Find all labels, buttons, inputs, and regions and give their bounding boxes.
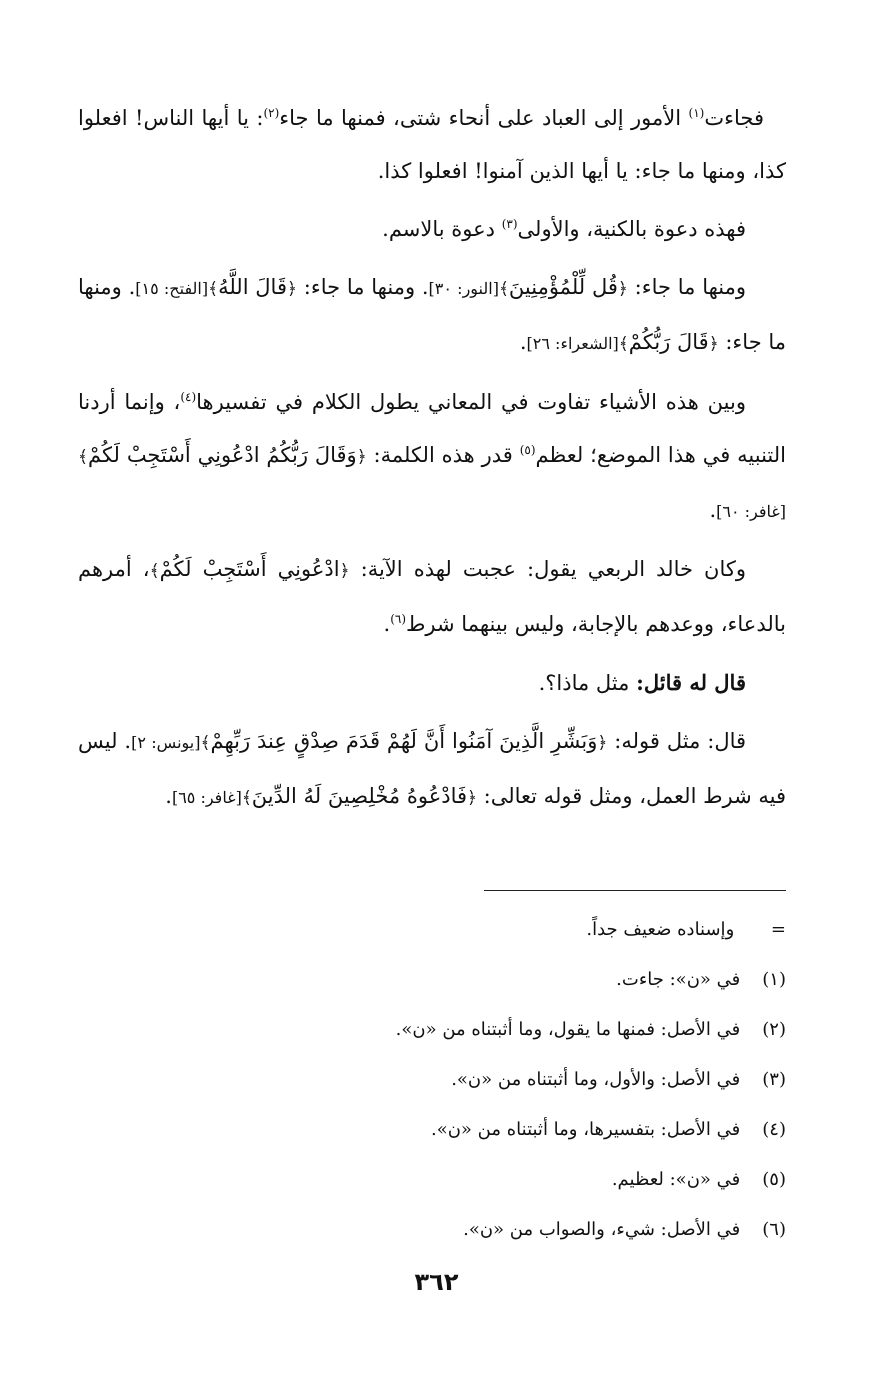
paragraph-6 [78,656,786,710]
quran-verse: قُل لِّلْمُؤْمِنِينَ [508,275,618,299]
page-number: ٣٦٢ [414,1268,459,1296]
footnote-marker[interactable]: (١) [688,106,705,120]
ornate-bracket-open: ﴿ [467,788,477,808]
text: . [383,612,391,636]
verse-reference: [غافر: ٦٠] [716,502,786,521]
footnote-text: في «ن»: لعظيم. [611,1169,741,1190]
ornate-bracket-close: ﴾ [149,561,160,581]
footnote-text: في «ن»: جاءت. [616,969,741,990]
quran-verse: ادْعُونِي أَسْتَجِبْ لَكُمْ [159,557,340,581]
footnote-text: في الأصل: والأول، وما أثبتناه من «ن». [451,1069,741,1090]
footnote-marker[interactable]: (٢) [263,106,280,120]
text: قدر هذه الكلمة: [366,443,520,467]
verse-reference: [الفتح: ١٥] [135,279,209,298]
footnote-3 [300,1055,786,1105]
footnote-number: (٢) [762,1019,786,1040]
text: مثل ماذا؟. [538,671,637,695]
paragraph-7 [78,715,786,825]
quran-verse: وَبَشِّرِ الَّذِينَ آمَنُوا أَنَّ لَهُمْ قَدَمَ صِدْقٍ عِندَ رَبِّهِمْ [210,729,598,753]
footnote-1 [300,955,786,1005]
verse-reference: [يونس: ٢] [131,733,201,752]
text: : يا أيها الناس! افعلوا كذا، ومنها ما جاء: يا أيها الذين آمنوا! افعلوا كذا. [78,106,786,183]
ornate-bracket-close: ﴾ [241,788,252,808]
footnote-number: (٣) [762,1069,786,1090]
footnote-number: (١) [762,969,786,990]
footnote-text: في الأصل: فمنها ما يقول، وما أثبتناه من «ن». [395,1019,741,1040]
paragraph-5 [78,543,786,651]
footnote-2 [300,1005,786,1055]
quran-verse: وَقَالَ رَبُّكُمُ ادْعُونِي أَسْتَجِبْ لَكُمْ [87,443,357,467]
footnote-marker[interactable]: (٤) [180,390,197,404]
paragraph-2 [78,203,786,256]
footnote-text: في الأصل: شيء، والصواب من «ن». [463,1219,741,1240]
verse-reference: [النور: ٣٠] [428,279,499,298]
footnote-text: في الأصل: بتفسيرها، وما أثبتناه من «ن». [430,1119,741,1140]
footnote-text: وإسناده ضعيف جداً. [586,919,735,940]
text: وبين هذه الأشياء تفاوت في المعاني يطول الكلام في تفسيرها [196,390,746,414]
text: ، أمرهم بالدعاء، ووعدهم بالإجابة، وليس بينهما شرط [78,557,786,636]
ornate-bracket-open: ﴿ [617,279,628,299]
footnote-number: (٥) [762,1169,786,1190]
quran-verse: فَادْعُوهُ مُخْلِصِينَ لَهُ الدِّينَ [251,784,468,808]
text: ، وإنما أردنا التنبيه في هذا الموضع؛ لعظم [78,390,786,467]
main-text [78,92,786,830]
paragraph-4 [78,376,786,538]
ornate-bracket-close: ﴾ [78,447,88,467]
paragraph-3 [78,261,786,371]
quran-verse: قَالَ اللَّهُ [218,275,287,299]
footnote-separator [484,890,786,891]
text: فجاءت [704,106,764,130]
paragraph-1 [78,92,786,198]
text: . [165,784,172,808]
ornate-bracket-close: ﴾ [200,733,211,753]
ornate-bracket-open: ﴿ [356,447,367,467]
verse-reference: [غافر: ٦٥] [171,788,242,807]
footnote-number: (٦) [762,1219,786,1240]
text: . ومنها ما جاء: [78,275,786,354]
text: . [519,330,527,354]
text: دعوة بالاسم. [382,217,502,241]
ornate-bracket-open: ﴿ [708,334,719,354]
ornate-bracket-open: ﴿ [339,561,350,581]
text: وكان خالد الربعي يقول: عجبت لهذه الآية: [349,557,746,581]
ornate-bracket-open: ﴿ [287,279,297,299]
text: الأمور إلى العباد على أنحاء شتى، فمنها ما جاء [279,106,689,130]
ornate-bracket-close: ﴾ [498,279,509,299]
footnote-number: (٤) [762,1119,786,1140]
text: فهذه دعوة بالكنية، والأولى [517,217,746,241]
footnotes [300,905,786,1255]
continuation-mark: = [770,919,786,940]
footnote-marker[interactable]: (٣) [501,217,518,231]
footnote-4 [300,1105,786,1155]
text: . [709,498,717,522]
ornate-bracket-open: ﴿ [597,733,608,753]
verse-reference: [الشعراء: ٢٦] [526,334,619,353]
footnote-marker[interactable]: (٦) [390,612,407,626]
text: . ليس فيه شرط العمل، ومثل قوله تعالى: [78,729,786,808]
footnote-6 [300,1205,786,1255]
text: . ومنها ما جاء: [296,275,429,299]
bold-lead: قال له قائل: [636,670,746,695]
ornate-bracket-close: ﴾ [618,334,629,354]
footnote-marker[interactable]: (٥) [519,443,536,457]
text: قال: مثل قوله: [607,729,747,753]
ornate-bracket-close: ﴾ [208,279,219,299]
quran-verse: قَالَ رَبُّكُمْ [628,330,709,354]
text: ومنها ما جاء: [627,275,746,299]
footnote-continuation [300,905,786,955]
footnote-5 [300,1155,786,1205]
